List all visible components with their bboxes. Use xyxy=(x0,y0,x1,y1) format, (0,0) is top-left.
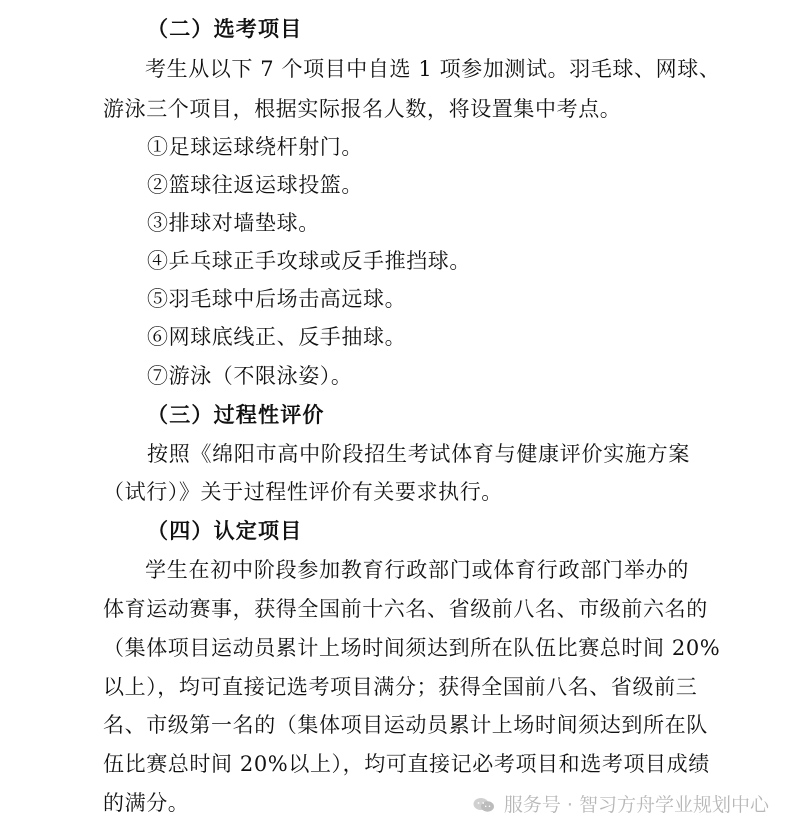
paragraph-2-line-1: 按照《绵阳市高中阶段招生考试体育与健康评价实施方案 xyxy=(147,442,690,466)
paragraph-3-line-2: 体育运动赛事，获得全国前十六名、省级前八名、市级前六名的 xyxy=(103,597,708,621)
list-item: ⑦游泳（不限泳姿）。 xyxy=(147,364,353,388)
paragraph-3-line-7: 的满分。 xyxy=(103,791,190,815)
paragraph-2-line-2: （试行）》关于过程性评价有关要求执行。 xyxy=(103,480,503,504)
paragraph-3-line-6: 伍比赛总时间 20%以上），均可直接记必考项目和选考项目成绩 xyxy=(103,752,710,776)
watermark xyxy=(472,793,769,817)
paragraph-1-line-2: 游泳三个项目，根据实际报名人数，将设置集中考点。 xyxy=(103,97,622,121)
paragraph-3-line-4: 以上），均可直接记选考项目满分；获得全国前八名、省级前三 xyxy=(103,675,698,699)
section-heading-2: （二）选考项目 xyxy=(147,16,303,41)
list-item: ③排球对墙垫球。 xyxy=(147,211,320,235)
paragraph-3-line-3: （集体项目运动员累计上场时间须达到所在队伍比赛总时间 20% xyxy=(103,636,721,660)
list-item: ②篮球往返运球投篮。 xyxy=(147,173,363,197)
paragraph-1-line-1: 考生从以下 7 个项目中自选 1 项参加测试。羽毛球、网球、 xyxy=(145,57,721,81)
list-item: ①足球运球绕杆射门。 xyxy=(147,135,363,159)
paragraph-3-line-5: 名、市级第一名的（集体项目运动员累计上场时间须达到所在队 xyxy=(103,713,708,737)
section-heading-3: （三）过程性评价 xyxy=(147,402,325,427)
section-heading-4: （四）认定项目 xyxy=(147,518,303,543)
paragraph-3-line-1: 学生在初中阶段参加教育行政部门或体育行政部门举办的 xyxy=(145,558,689,582)
list-item: ④乒乓球正手攻球或反手推挡球。 xyxy=(147,249,471,273)
list-item: ⑤羽毛球中后场击高远球。 xyxy=(147,287,407,311)
watermark-text: 服务号 · 智习方舟学业规划中心 xyxy=(503,794,769,816)
wechat-icon xyxy=(472,796,496,814)
list-item: ⑥网球底线正、反手抽球。 xyxy=(147,325,407,349)
